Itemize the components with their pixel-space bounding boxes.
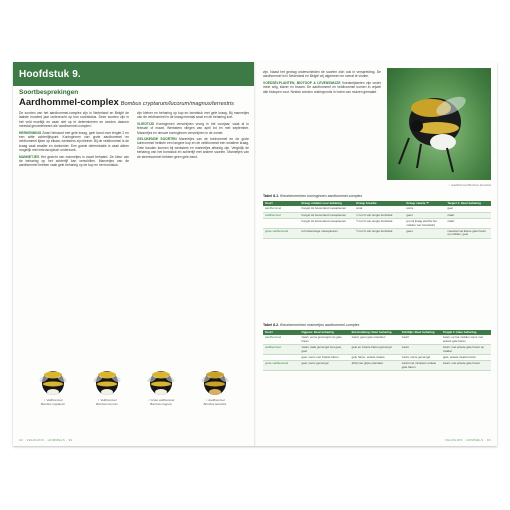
- table-cell: aardhommel: [263, 335, 299, 344]
- table1-title: [263, 194, 362, 198]
- table2: [263, 330, 491, 371]
- bee-caption: [31, 399, 75, 406]
- bee-caption-latin: Bombus terrestris: [203, 401, 227, 406]
- paragraph-text: Voedselplanten zijn onder meer wilg, klaver en braam. De aardhommel en veldhommel komen in vrijwel alle biotopen voor. Nesten worden ondergronds in holen van muizen gemaakt.: [263, 80, 381, 94]
- table-row: [263, 335, 491, 344]
- table-cell: grote veldhommel: [263, 229, 299, 239]
- table-cell: tot halverwege mesopleuren: [299, 229, 354, 239]
- paragraph-keyword: VLIEGTIJD: [137, 121, 157, 126]
- table-cell: grote veldhommel: [263, 361, 299, 371]
- table-cell: zwart met minstens enkele gele haren: [400, 361, 441, 371]
- footer-left: 92 · VELDGIDS · HOMMELS · 93: [19, 438, 73, 442]
- table-header-cell: Soort: [263, 201, 299, 206]
- table-cell: ½ tot ⅔ van lengte borststuk: [354, 219, 404, 229]
- table-cell: gele haren, enkele zwarte: [350, 355, 400, 361]
- right-text-column: [263, 70, 381, 180]
- table-header-cell: Kraag: zwarte 'T': [404, 201, 445, 206]
- table-cell: geen: [404, 229, 445, 239]
- book-spread: [13, 62, 497, 446]
- table-row: [263, 345, 491, 355]
- table-cell: zwart: [445, 219, 491, 229]
- table-cell: hoogst tot bovenrand mesopleuren: [299, 206, 354, 212]
- bee-caption: [85, 399, 129, 406]
- text-column-2: [137, 111, 249, 361]
- table-cell: geel, soms gemengd: [299, 361, 349, 371]
- table-header-cell: Kraag: breedte: [354, 201, 404, 206]
- paragraph: [263, 70, 381, 79]
- table-cell: zwart: [400, 345, 441, 355]
- bee-photo: [387, 68, 491, 180]
- table2-caption: Kleurkenmerken mannetjes aardhommel-complex: [280, 323, 360, 327]
- table-cell: soms: [404, 206, 445, 212]
- table-cell: zwart, op het midden soms met enkele gele haren: [441, 335, 491, 344]
- table-cell: geel: [445, 206, 491, 212]
- bumblebee-image: [387, 68, 491, 180]
- table-cell: [263, 219, 299, 229]
- table-cell: geel, enkele zwarte haren: [441, 355, 491, 361]
- table1-caption: Kleurkenmerken koninginnen aardhommel-complex: [280, 194, 363, 198]
- paragraph-text: De soorten van het aardhommel-complex zijn in Nederland en België de laatste honderd jaar onderzocht op hun soortstatus. Deze soorten zijn in het veld moeilijk en vaak niet op te determineren en worden daarom meestal gecombineerd als 'aardhommel-complex'.: [19, 111, 129, 129]
- table-header-cell: Soort: [263, 330, 299, 335]
- title-latin: Bombus cryptarum/lucorum/magnus/terrestris: [120, 101, 234, 107]
- paragraph-text: zijn. Naast het gedrag onderscheiden de soorten zich ook in verspreiding. De aardhommel is in Nederland en België vrij algemeen en overal te vinden.: [263, 70, 381, 79]
- table-cell: zwart, met enkele gele haren: [441, 361, 491, 371]
- bee-caption: [193, 399, 237, 406]
- chapter-heading: Hoofdstuk 9.: [19, 69, 81, 80]
- paragraph: [137, 122, 249, 135]
- left-page: [13, 62, 255, 446]
- table-row: [263, 361, 491, 371]
- table-cell: zwart, met enkele gele haren op midden: [441, 345, 491, 355]
- paragraph-text: Mannetjes van de tuinhommel en de grote tuinhommel hebben een langere kop en de veldhommel een smallere kraag. Gele banden kunnen bij werksters en mannetjes afwezig zijn. Vergelijk de beharing van het borststuk en achterlijf met andere soorten. Mannetjes van de steenhommel hebben geen gele band.: [137, 137, 249, 159]
- bumblebee-icon: [38, 367, 68, 397]
- paragraph-text: Het gezicht van mannetjes is zwart behaard. De kleur van de beharing op het achterlijf kan verschillen. Mannetjes van de aardhommel hebben vaak gele beharing op de kop en het borststuk.: [19, 154, 129, 168]
- table-cell: ¾ tot ⅔ van lengte borststuk: [354, 212, 404, 218]
- table-cell: ja (vrij kraag slechts het midden van borststuk): [404, 219, 445, 229]
- table-header-cell: Borststukrug: kleur beharing: [350, 330, 400, 335]
- table-header-cell: Kraag: midden voor beharing: [299, 201, 354, 206]
- table-header-cell: Ogpees: kleur beharing: [299, 330, 349, 335]
- table1-label: Tabel 8.1.: [263, 194, 280, 198]
- table-cell: veldhommel: [263, 345, 299, 355]
- table-cell: geen: [404, 212, 445, 218]
- paragraph-keyword: MANNETJES: [19, 154, 41, 159]
- table2-title: [263, 323, 359, 327]
- title-text: Aardhommel-complex: [19, 97, 119, 108]
- bee-caption-name: ♀ Veldhommel: [97, 398, 117, 402]
- table-cell: aardhommel: [263, 206, 299, 212]
- table2-label: Tabel 8.2.: [263, 323, 280, 327]
- paragraph: [137, 111, 249, 120]
- bumblebee-icon: [200, 367, 230, 397]
- table-cell: zwart: [400, 335, 441, 344]
- paragraph: [19, 111, 129, 129]
- paragraph: [263, 81, 381, 94]
- table-header-cell: Tergiet 1: kleur beharing: [445, 201, 491, 206]
- table-cell: zwart, geen gele uiteinden: [350, 335, 400, 344]
- bee-caption-latin: Bombus lucorum: [96, 401, 118, 406]
- subchapter-heading: Soortbesprekingen: [19, 89, 79, 96]
- bee-caption-latin: Bombus magnus: [150, 401, 172, 406]
- table-cell: geel, soms met zwarte haren: [299, 355, 349, 361]
- table-header-cell: Tergiet 1: kleur beharing: [441, 330, 491, 335]
- paragraph-keyword: GELIJKENDE SOORTEN: [137, 137, 180, 142]
- photo-caption: ♂ Aardhommel Bombus terrestris: [448, 183, 491, 187]
- paragraph: [137, 137, 249, 159]
- table-cell: zwart: [445, 212, 491, 218]
- species-title: [19, 97, 234, 108]
- paragraph-text: zijn kleiner en beharing op kop en borststuk met gele kraag. Bij mannetjes van de veldhommel is de kraag meestal smal en de beharing kort.: [137, 111, 249, 120]
- paragraph-text: Zwart behaard met gele kraag, gele band over tergiet 2 en een witte achterlijfspunt. Koninginnen van grote aardhommel en veldhommel lijken op elkaar, werksters zijn kleiner. Bij de veldhommel is de kraag vaak smaller en donkerder. Een goede determinatie is vaak alleen mogelijk met microscopisch onderzoek.: [19, 130, 129, 153]
- paragraph-keyword: VOEDSELPLANTEN, BIOTOOP & LEVENSWIJZE: [263, 80, 343, 85]
- table-cell: zwart, soms gemengd met gele haren: [299, 335, 349, 344]
- table1: [263, 201, 491, 239]
- table-cell: zwart, vaak gemengd met geel, geel: [299, 345, 349, 355]
- right-page: [255, 62, 497, 446]
- paragraph: [19, 155, 129, 168]
- footer-right: VELDGIDS · HOMMELS · 93: [445, 438, 491, 442]
- table-cell: afzijl met grijze uiteinden: [350, 361, 400, 371]
- text-column-1: [19, 111, 129, 361]
- bumblebee-icon: [146, 367, 176, 397]
- bee-caption-name: ♀ Aardhommel: [205, 398, 225, 402]
- bumblebee-icon: [92, 367, 122, 397]
- paragraph-text: Koninginnen verschijnen vroeg in het voorjaar, vaak al in februari of maart. Werksters vliegen van april tot en met september. Mannetjes en nieuwe koninginnen verschijnen in de zomer.: [137, 121, 249, 135]
- table-cell: ½ tot ⅔ van lengte borststuk: [354, 229, 404, 239]
- paragraph: [19, 131, 129, 153]
- table-cell: gele en zwarte haren gemengd: [350, 345, 400, 355]
- bee-caption: [139, 399, 183, 406]
- paragraph-keyword: HERKENNING: [19, 130, 43, 135]
- table-cell: hoogst tot bovenrand mesopleuren: [299, 219, 354, 229]
- bee-illustrations: [31, 367, 241, 405]
- table-cell: hoogst tot bovenrand mesopleuren: [299, 212, 354, 218]
- bee-caption-name: ♀ Veldhommel: [43, 398, 63, 402]
- table-row: [263, 219, 491, 229]
- table-cell: zwart, soms gemengd: [400, 355, 441, 361]
- table-cell: meestal met kleine gele haren op midden, geel: [445, 229, 491, 239]
- table-row: [263, 229, 491, 239]
- bee-caption-latin: Bombus cryptarum: [40, 401, 66, 406]
- table-cell: smal: [354, 206, 404, 212]
- table-header-cell: Schildje: kleur beharing: [400, 330, 441, 335]
- bee-caption-name: ♀ Grote veldhommel: [147, 398, 175, 402]
- table-cell: veldhommel: [263, 212, 299, 218]
